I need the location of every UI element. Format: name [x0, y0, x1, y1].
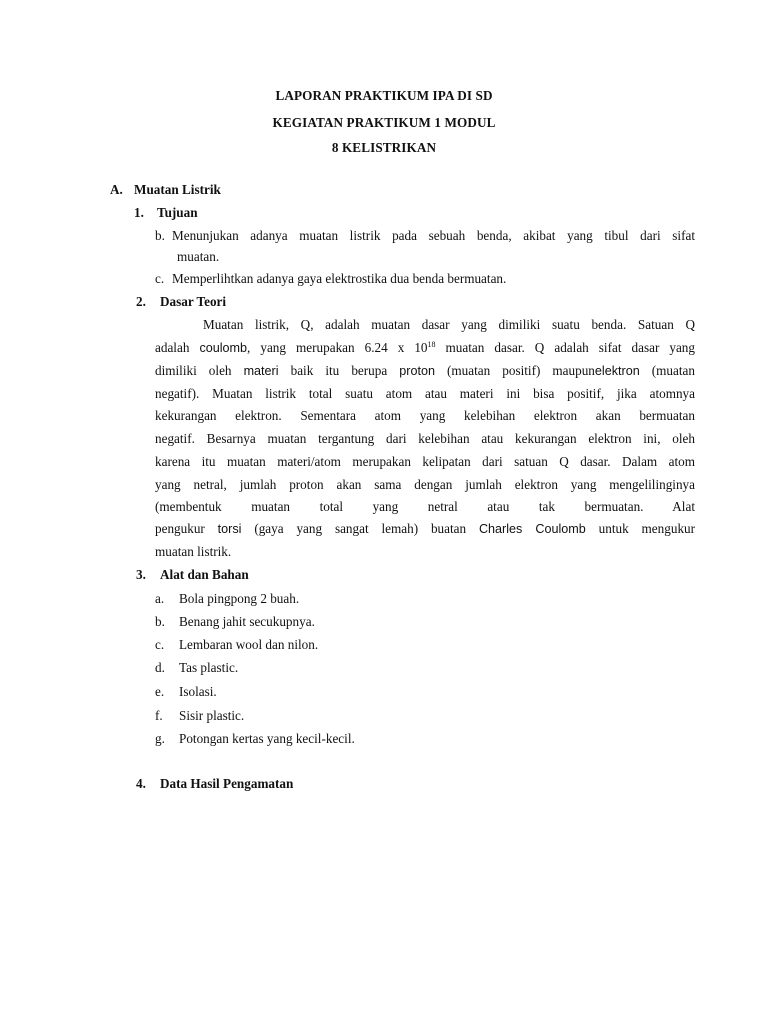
- section-a-letter: A.: [110, 182, 123, 197]
- list-item-letter: g.: [155, 731, 165, 746]
- list-item-letter: a.: [155, 591, 165, 606]
- paragraph-text: muatan dasar. Q adalah sifat dasar yang: [435, 340, 695, 355]
- list-item-letter: d.: [155, 660, 165, 675]
- paragraph-line: kekurangan elektron. Sementara atom yang kelebihan elektron akan bermuatan: [155, 408, 695, 423]
- term-charles-coulomb: Charles Coulomb: [478, 522, 586, 536]
- dasar-teori-number: 2.: [136, 294, 146, 309]
- paragraph-text: dimiliki oleh: [155, 363, 244, 378]
- title-line-1: LAPORAN PRAKTIKUM IPA DI SD: [275, 88, 493, 103]
- list-item-letter: f.: [155, 708, 163, 723]
- list-item-letter: b.: [155, 614, 165, 629]
- section-a-heading: Muatan Listrik: [134, 182, 221, 197]
- tujuan-item-c-letter: c.: [155, 271, 165, 286]
- list-item-letter: e.: [155, 684, 165, 699]
- tujuan-item-c-text: Memperlihtkan adanya gaya elektrostika dua benda bermuatan.: [172, 271, 507, 286]
- data-hasil-heading: Data Hasil Pengamatan: [160, 776, 294, 791]
- paragraph-line: [155, 340, 695, 356]
- paragraph-text: baik itu berupa: [278, 363, 400, 378]
- paragraph-line: negatif). Muatan listrik total suatu atom atau materi ini bisa positif, jika atomnya: [155, 386, 695, 401]
- paragraph-text: adalah: [155, 340, 200, 355]
- list-item: Isolasi.: [179, 684, 217, 699]
- paragraph-line: Muatan listrik, Q, adalah muatan dasar yang dimiliki suatu benda. Satuan Q: [203, 317, 695, 332]
- list-item: Tas plastic.: [179, 660, 239, 675]
- list-item: Benang jahit secukupnya.: [179, 614, 315, 629]
- term-materi: materi: [243, 364, 279, 378]
- paragraph-text: (muatan positif) maupun: [434, 363, 595, 378]
- paragraph-text: (gaya yang sangat lemah) buatan: [241, 521, 479, 536]
- paragraph-text: untuk mengukur: [585, 521, 696, 536]
- paragraph-text: , yang merupakan 6.24 x 10: [247, 340, 428, 355]
- term-proton: proton: [399, 364, 435, 378]
- tujuan-heading: Tujuan: [157, 205, 198, 220]
- paragraph-line: [155, 521, 695, 537]
- title-line-3: 8 KELISTRIKAN: [331, 140, 437, 155]
- alat-bahan-number: 3.: [136, 567, 146, 582]
- list-item-letter: c.: [155, 637, 165, 652]
- term-torsi: torsi: [217, 522, 242, 536]
- tujuan-item-b-letter: b.: [155, 228, 165, 243]
- paragraph-text: pengukur: [155, 521, 218, 536]
- list-item: Lembaran wool dan nilon.: [179, 637, 319, 652]
- superscript-exponent: 18: [427, 340, 436, 349]
- paragraph-line: muatan listrik.: [155, 544, 232, 559]
- list-item: Potongan kertas yang kecil-kecil.: [179, 731, 355, 746]
- tujuan-number: 1.: [134, 205, 144, 220]
- paragraph-line: karena itu muatan materi/atom merupakan kelipatan dari satuan Q dasar. Dalam atom: [155, 454, 695, 469]
- tujuan-item-b-line2: muatan.: [177, 249, 220, 264]
- list-item: Bola pingpong 2 buah.: [179, 591, 300, 606]
- paragraph-text: (muatan: [639, 363, 695, 378]
- paragraph-line: negatif. Besarnya muatan tergantung dari kelebihan atau kekurangan elektron ini, oleh: [155, 431, 695, 446]
- term-elektron: elektron: [594, 364, 640, 378]
- dasar-teori-heading: Dasar Teori: [160, 294, 227, 309]
- paragraph-line: yang netral, jumlah proton akan sama dengan jumlah elektron yang mengelilinginya: [155, 477, 695, 492]
- alat-bahan-heading: Alat dan Bahan: [160, 567, 249, 582]
- data-hasil-number: 4.: [136, 776, 146, 791]
- paragraph-line: (membentuk muatan total yang netral atau tak bermuatan. Alat: [155, 499, 695, 514]
- title-line-2: KEGIATAN PRAKTIKUM 1 MODUL: [272, 115, 496, 130]
- tujuan-item-b-line1: Menunjukan adanya muatan listrik pada sebuah benda, akibat yang tibul dari sifat: [172, 228, 695, 243]
- list-item: Sisir plastic.: [179, 708, 245, 723]
- term-coulomb: coulomb: [199, 341, 248, 355]
- paragraph-line: [155, 363, 695, 379]
